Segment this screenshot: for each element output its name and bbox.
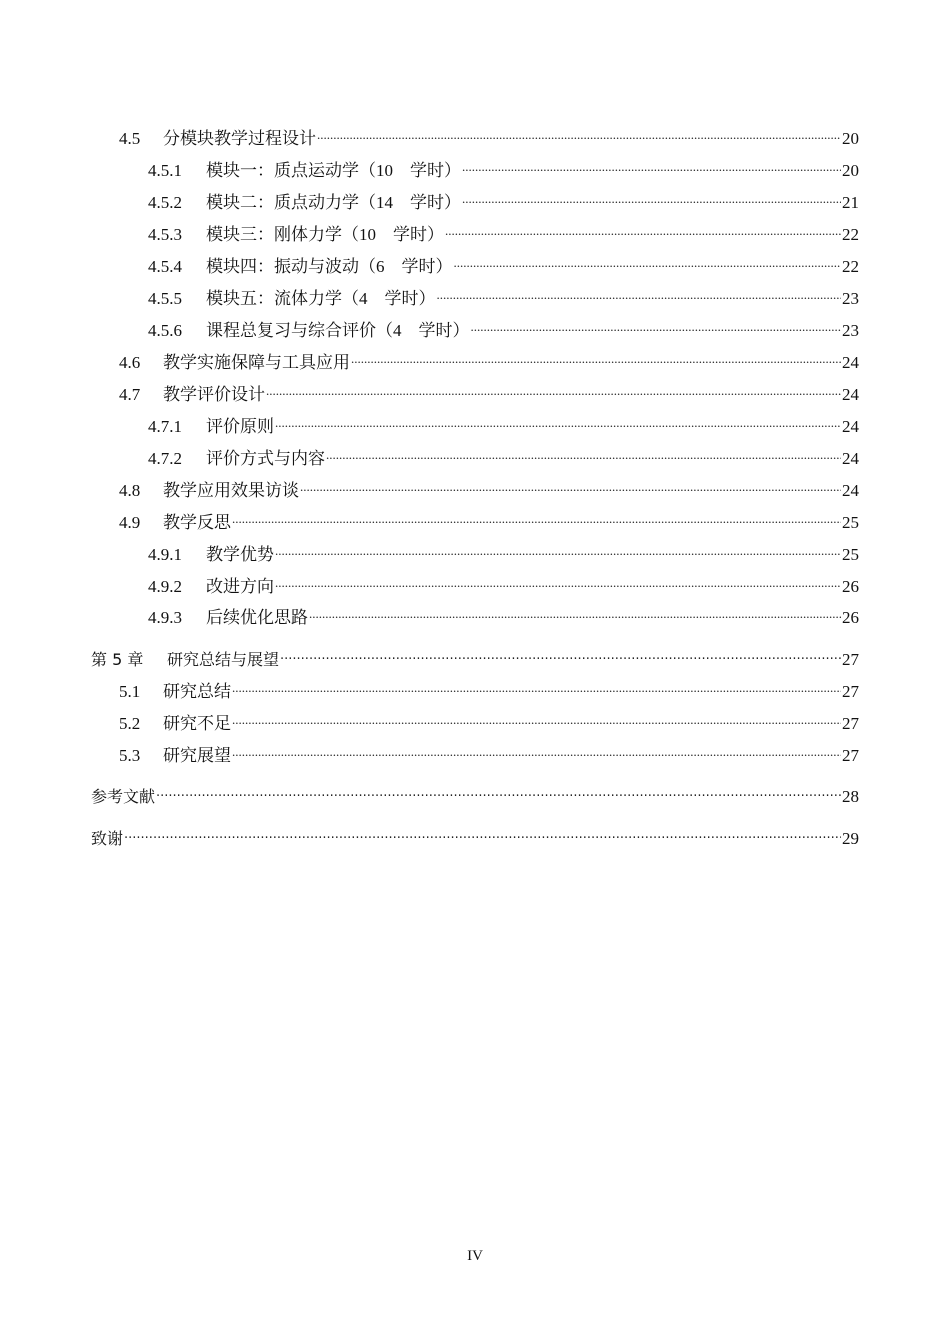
- toc-entry-page: 20: [842, 129, 859, 148]
- toc-entry[interactable]: [148, 184, 859, 212]
- toc-entry-title: 改进方向: [206, 577, 274, 596]
- dot-leader: [454, 248, 842, 272]
- toc-entry-title: 模块四：振动与波动（6 学时）: [206, 257, 453, 276]
- dot-leader: [232, 705, 841, 729]
- toc-entry-page: 27: [842, 682, 859, 701]
- toc-entry-page: 27: [842, 650, 859, 669]
- toc-entry-title: 评价原则: [206, 417, 274, 436]
- toc-entry[interactable]: [148, 280, 859, 308]
- toc-entry-page: 23: [842, 321, 859, 340]
- toc-entry-number: 4.9.1: [148, 545, 182, 564]
- toc-entry-title: 分模块教学过程设计: [163, 129, 316, 148]
- toc-entry-number: 4.8: [119, 481, 141, 500]
- toc-entry-number: 4.7.1: [148, 417, 182, 436]
- toc-entry-page: 24: [842, 353, 859, 372]
- toc-references-title: 参考文献: [91, 787, 156, 806]
- toc-entry-number: 5.3: [119, 746, 141, 765]
- toc-entry-number: 5.1: [119, 682, 141, 701]
- toc-entry-title: 教学优势: [206, 545, 274, 564]
- dot-leader: [124, 820, 841, 844]
- toc-entry-page: 21: [842, 193, 859, 212]
- dot-leader: [266, 376, 841, 400]
- toc-acknowledgements-entry[interactable]: [91, 820, 859, 848]
- toc-entry[interactable]: [119, 673, 859, 701]
- toc-entry-page: 26: [842, 608, 859, 627]
- toc-entry-number: 5.2: [119, 714, 141, 733]
- toc-entry-title: 模块二：质点动力学（14 学时）: [206, 193, 461, 212]
- dot-leader: [445, 216, 841, 240]
- toc-entry-title: 教学反思: [163, 513, 231, 532]
- dot-leader: [309, 599, 841, 623]
- toc-entry-title: 模块五：流体力学（4 学时）: [206, 289, 436, 308]
- toc-entry[interactable]: [148, 599, 859, 627]
- dot-leader: [471, 312, 842, 336]
- toc-entry-title: 研究展望: [163, 746, 231, 765]
- toc-entry[interactable]: [119, 737, 859, 765]
- toc-entry-number: 4.5.1: [148, 161, 182, 180]
- toc-entry-page: 24: [842, 449, 859, 468]
- toc-entry[interactable]: [119, 344, 859, 372]
- toc-entry[interactable]: [148, 152, 859, 180]
- toc-entry-number: 4.5.3: [148, 225, 182, 244]
- dot-leader: [232, 504, 841, 528]
- toc-entry-page: 27: [842, 714, 859, 733]
- toc-entry-title: 研究总结: [163, 682, 231, 701]
- toc-entry-page: 23: [842, 289, 859, 308]
- toc-entry-title: 教学评价设计: [163, 385, 265, 404]
- toc-entry-number: 4.9.3: [148, 608, 182, 627]
- toc-entry-number: 4.5.6: [148, 321, 182, 340]
- toc-entry-page: 22: [842, 257, 859, 276]
- toc-entry-number: 4.7: [119, 385, 141, 404]
- toc-entry-page: 29: [842, 829, 859, 848]
- dot-leader: [232, 737, 841, 761]
- toc-entry-page: 28: [842, 787, 859, 806]
- toc-entry-page: 24: [842, 385, 859, 404]
- dot-leader: [462, 184, 841, 208]
- toc-entry-page: 25: [842, 545, 859, 564]
- toc-chapter-entry[interactable]: [91, 641, 859, 669]
- dot-leader: [437, 280, 842, 304]
- dot-leader: [232, 673, 841, 697]
- dot-leader: [275, 536, 841, 560]
- toc-chapter-number: 第 5 章: [91, 650, 144, 669]
- toc-entry-title: 研究不足: [163, 714, 231, 733]
- toc-entry[interactable]: [148, 568, 859, 596]
- dot-leader: [275, 568, 841, 592]
- toc-entry[interactable]: [119, 705, 859, 733]
- toc-entry-page: 24: [842, 481, 859, 500]
- dot-leader: [351, 344, 841, 368]
- toc-entry-number: 4.5: [119, 129, 141, 148]
- toc-entry-page: 20: [842, 161, 859, 180]
- toc-entry-title: 教学实施保障与工具应用: [163, 353, 350, 372]
- toc-entry-number: 4.6: [119, 353, 141, 372]
- toc-entry-number: 4.5.2: [148, 193, 182, 212]
- toc-entry-page: 24: [842, 417, 859, 436]
- toc-entry-title: 后续优化思路: [206, 608, 308, 627]
- toc-entry-number: 4.5.4: [148, 257, 182, 276]
- toc-entry[interactable]: [148, 536, 859, 564]
- toc-entry-title: 模块三：刚体力学（10 学时）: [206, 225, 444, 244]
- toc-entry-title: 模块一：质点运动学（10 学时）: [206, 161, 461, 180]
- toc-entry-page: 25: [842, 513, 859, 532]
- toc-references-entry[interactable]: [91, 778, 859, 806]
- toc-entry[interactable]: [148, 248, 859, 276]
- toc-entry-title: 课程总复习与综合评价（4 学时）: [206, 321, 470, 340]
- dot-leader: [280, 641, 841, 665]
- toc-entry[interactable]: [148, 312, 859, 340]
- toc-entry-page: 22: [842, 225, 859, 244]
- dot-leader: [275, 408, 841, 432]
- toc-entry-number: 4.9.2: [148, 577, 182, 596]
- dot-leader: [462, 152, 841, 176]
- toc-entry[interactable]: [119, 120, 859, 148]
- toc-entry-number: 4.9: [119, 513, 141, 532]
- toc-entry[interactable]: [148, 216, 859, 244]
- dot-leader: [317, 120, 841, 144]
- toc-entry-page: 26: [842, 577, 859, 596]
- toc-entry-title: 教学应用效果访谈: [163, 481, 299, 500]
- toc-acknowledgements-title: 致谢: [91, 829, 124, 848]
- toc-entry[interactable]: [148, 408, 859, 436]
- dot-leader: [326, 440, 841, 464]
- page-number-footer: IV: [467, 1248, 483, 1264]
- dot-leader: [156, 778, 841, 802]
- toc-entry-title: 评价方式与内容: [206, 449, 325, 468]
- toc-entry-number: 4.5.5: [148, 289, 182, 308]
- toc-entry[interactable]: [119, 504, 859, 532]
- toc-entry[interactable]: [119, 376, 859, 404]
- toc-entry-page: 27: [842, 746, 859, 765]
- toc-entry[interactable]: [119, 472, 859, 500]
- toc-entry[interactable]: [148, 440, 859, 468]
- toc-chapter-title: 研究总结与展望: [167, 650, 280, 669]
- toc-entry-number: 4.7.2: [148, 449, 182, 468]
- dot-leader: [300, 472, 841, 496]
